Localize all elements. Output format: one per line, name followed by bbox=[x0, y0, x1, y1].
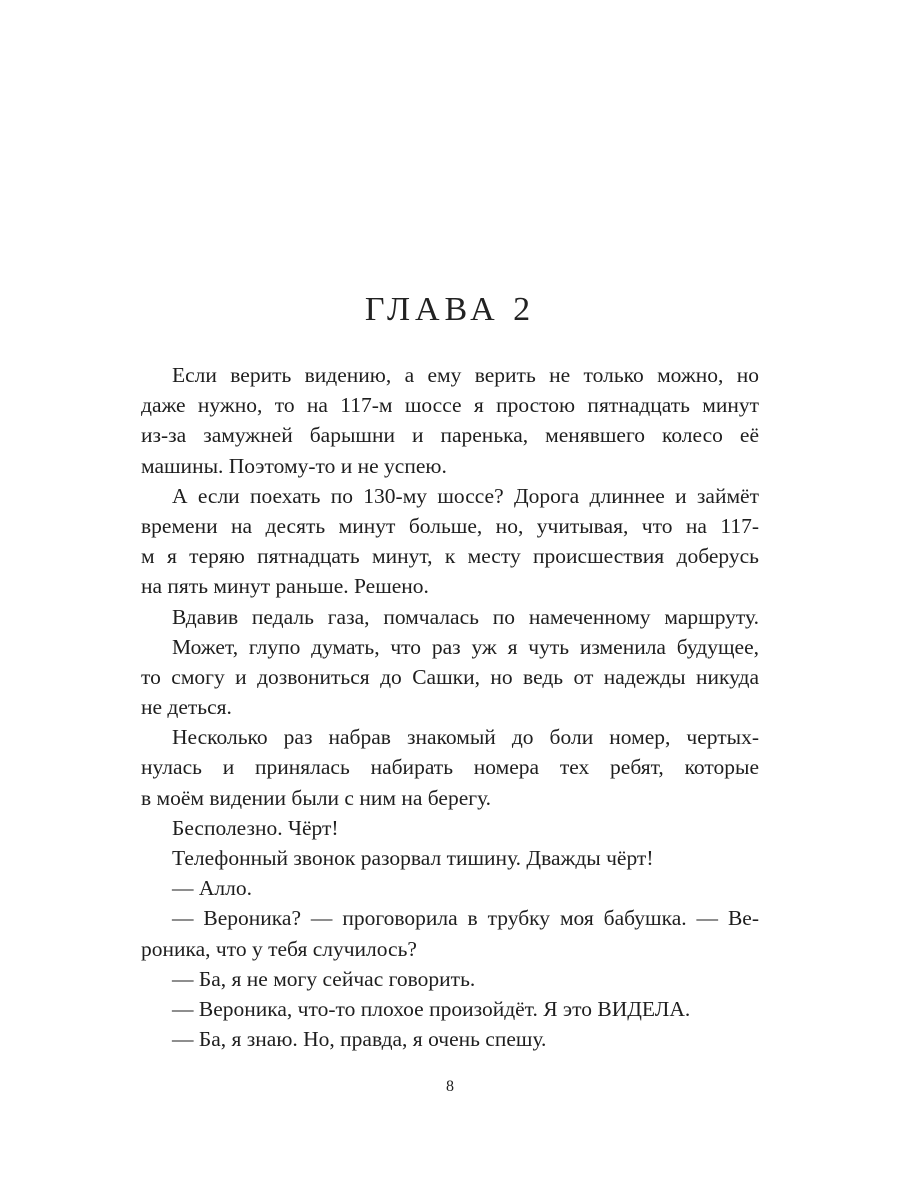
text-line: из-за замужней барышни и паренька, менявшего колесо её bbox=[141, 423, 759, 448]
text-line: то смогу и дозвониться до Сашки, но ведь от надежды никуда bbox=[141, 664, 759, 689]
text-line: нулась и принялась набирать номера тех ребят, которые bbox=[141, 755, 759, 780]
text-line: — Вероника? — проговорила в трубку моя бабушка. — Ве- bbox=[172, 906, 759, 931]
text-line: в моём видении были с ним на берегу. bbox=[141, 785, 492, 810]
text-line: Бесполезно. Чёрт! bbox=[172, 815, 339, 840]
page-number: 8 bbox=[446, 1078, 454, 1095]
chapter-title: ГЛАВА 2 bbox=[364, 291, 536, 328]
text-line: Несколько раз набрав знакомый до боли номер, чертых- bbox=[172, 725, 759, 750]
text-line: м я теряю пятнадцать минут, к месту происшествия доберусь bbox=[141, 544, 759, 569]
text-line: даже нужно, то на 117-м шоссе я простою пятнадцать минут bbox=[141, 393, 759, 418]
text-line: Телефонный звонок разорвал тишину. Дважды чёрт! bbox=[172, 846, 654, 870]
text-line: — Ба, я знаю. Но, правда, я очень спешу. bbox=[172, 1027, 547, 1052]
text-line: машины. Поэтому-то и не успею. bbox=[141, 453, 447, 478]
text-line: А если поехать по 130-му шоссе? Дорога длиннее и займёт bbox=[172, 483, 759, 508]
chapter-body bbox=[141, 360, 759, 1054]
text-line: не деться. bbox=[141, 695, 232, 720]
text-line: — Алло. bbox=[172, 876, 252, 901]
text-line: Вдавив педаль газа, помчалась по намеченному маршруту. bbox=[172, 604, 759, 629]
text-line: Если верить видению, а ему верить не только можно, но bbox=[172, 363, 759, 387]
text-line: — Вероника, что-то плохое произойдёт. Я это ВИДЕЛА. bbox=[172, 996, 691, 1021]
text-line: Может, глупо думать, что раз уж я чуть изменила будущее, bbox=[172, 634, 759, 659]
text-line: роника, что у тебя случилось? bbox=[141, 936, 417, 961]
text-line: на пять минут раньше. Решено. bbox=[141, 574, 429, 599]
text-line: — Ба, я не могу сейчас говорить. bbox=[172, 966, 476, 991]
text-line: времени на десять минут больше, но, учитывая, что на 117- bbox=[141, 513, 759, 538]
